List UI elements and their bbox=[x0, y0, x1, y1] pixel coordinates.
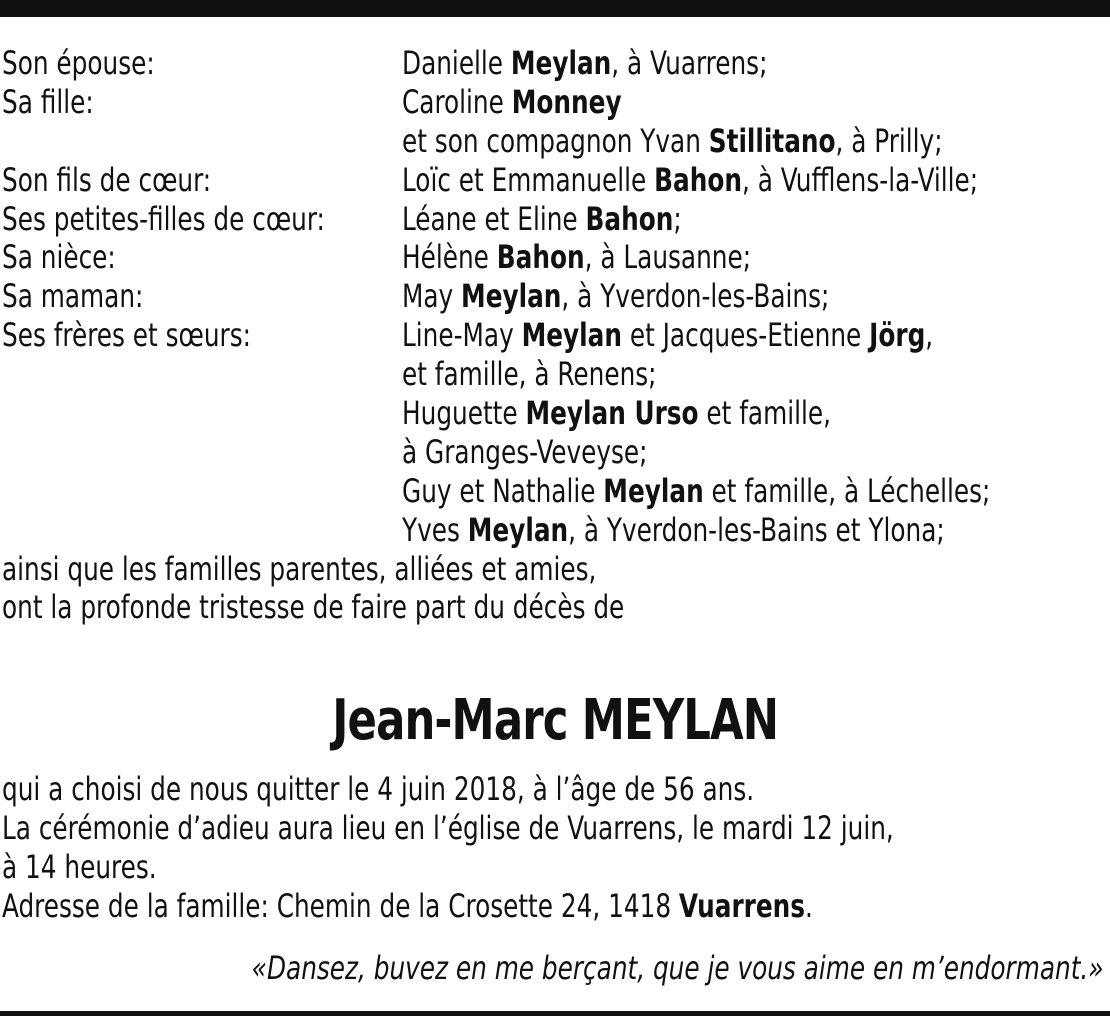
family-list bbox=[0, 44, 1110, 627]
text-segment: Huguette bbox=[402, 394, 526, 433]
surname: Bahon bbox=[496, 238, 585, 277]
surname: Meylan bbox=[461, 277, 562, 316]
relative-names bbox=[402, 83, 622, 122]
text-segment: , à Vufflens-la-Ville; bbox=[741, 160, 979, 199]
detail-line bbox=[0, 848, 1110, 887]
text-segment: , à Prilly; bbox=[835, 121, 943, 160]
text-segment: , à Yverdon-les-Bains et Ylona; bbox=[568, 510, 945, 549]
surname: Bahon bbox=[654, 160, 742, 199]
bottom-rule bbox=[0, 1011, 1110, 1016]
relative-names bbox=[402, 161, 978, 200]
text-segment: Loïc et Emmanuelle bbox=[402, 160, 655, 199]
deceased-name bbox=[0, 686, 1110, 756]
family-row bbox=[0, 83, 1110, 122]
detail-line bbox=[0, 887, 1110, 926]
text-segment: Line-May bbox=[402, 316, 522, 355]
family-row bbox=[0, 394, 1110, 433]
family-row bbox=[0, 161, 1110, 200]
text-segment: et Jacques-Etienne bbox=[621, 316, 870, 355]
text-segment: May bbox=[402, 277, 462, 316]
relative-names bbox=[402, 277, 829, 316]
detail-text bbox=[2, 887, 813, 926]
text-segment: et son compagnon Yvan bbox=[402, 121, 709, 160]
relative-names bbox=[402, 355, 657, 394]
surname: Meylan bbox=[521, 316, 622, 355]
top-rule bbox=[0, 0, 1110, 17]
relative-names bbox=[402, 316, 933, 355]
family-row bbox=[0, 44, 1110, 83]
intro-text: ont la profonde tristesse de faire part du décès de bbox=[2, 588, 625, 627]
surname: Meylan bbox=[603, 471, 704, 510]
family-row bbox=[0, 277, 1110, 316]
text-segment: ; bbox=[673, 199, 682, 238]
relative-names bbox=[402, 44, 767, 83]
text-segment: Guy et Nathalie bbox=[402, 471, 604, 510]
text-segment: Hélène bbox=[402, 238, 497, 277]
relative-names bbox=[402, 238, 751, 277]
detail-line bbox=[0, 770, 1110, 809]
relation-label: Sa nièce: bbox=[2, 238, 116, 277]
family-row bbox=[0, 511, 1110, 550]
text-segment: à Granges-Veveyse; bbox=[402, 432, 648, 471]
detail-text bbox=[2, 770, 754, 809]
motto-text: «Dansez, buvez en me berçant, que je vous aime en m’endormant.» bbox=[252, 949, 1104, 987]
surname: Stillitano bbox=[708, 121, 836, 160]
text-segment: et famille, bbox=[698, 394, 831, 433]
text-segment: à 14 heures. bbox=[2, 847, 157, 886]
family-row bbox=[0, 238, 1110, 277]
surname: Bahon bbox=[585, 199, 674, 238]
surname: Jörg bbox=[869, 316, 926, 355]
ceremony-details bbox=[0, 770, 1110, 926]
family-row bbox=[0, 316, 1110, 355]
relation-label: Son épouse: bbox=[2, 44, 155, 82]
text-segment: . bbox=[805, 886, 813, 925]
relative-names bbox=[402, 511, 945, 550]
deceased-name-text: Jean-Marc MEYLAN bbox=[332, 688, 778, 753]
relation-label: Sa maman: bbox=[2, 277, 144, 316]
detail-text bbox=[2, 848, 157, 887]
surname: Meylan bbox=[510, 44, 612, 82]
relative-names bbox=[402, 122, 943, 161]
text-segment: , à Lausanne; bbox=[584, 238, 752, 277]
surname: Meylan bbox=[467, 510, 569, 549]
text-segment: Léane et Eline bbox=[402, 199, 586, 238]
family-row bbox=[0, 355, 1110, 394]
family-row bbox=[0, 122, 1110, 161]
text-segment: et famille, à Renens; bbox=[402, 355, 657, 394]
text-segment: , à Vuarrens; bbox=[611, 44, 768, 82]
family-row bbox=[0, 472, 1110, 511]
text-segment: La cérémonie d’adieu aura lieu en l’église de Vuarrens, le mardi 12 juin, bbox=[2, 808, 894, 847]
relative-names bbox=[402, 472, 990, 511]
intro-line bbox=[0, 588, 1110, 627]
surname: Monney bbox=[511, 82, 622, 121]
text-segment: Caroline bbox=[402, 82, 512, 121]
surname: Meylan Urso bbox=[525, 394, 699, 433]
text-segment: et famille, à Léchelles; bbox=[703, 471, 991, 510]
family-row bbox=[0, 200, 1110, 239]
detail-text bbox=[2, 809, 894, 848]
relation-label: Sa fille: bbox=[2, 82, 94, 121]
text-segment: Danielle bbox=[402, 44, 511, 82]
relative-names bbox=[402, 200, 682, 239]
relative-names bbox=[402, 394, 831, 433]
relation-label: Ses frères et sœurs: bbox=[2, 316, 251, 355]
relative-names bbox=[402, 433, 647, 472]
motto bbox=[0, 948, 1104, 988]
relation-label: Ses petites-filles de cœur: bbox=[2, 199, 325, 238]
text-segment: , bbox=[925, 316, 934, 355]
family-row bbox=[0, 433, 1110, 472]
intro-line bbox=[0, 550, 1110, 589]
relation-label: Son fils de cœur: bbox=[2, 160, 212, 199]
text-segment: Adresse de la famille: Chemin de la Crosette 24, 1418 bbox=[2, 886, 679, 925]
text-segment: qui a choisi de nous quitter le 4 juin 2018, à l’âge de 56 ans. bbox=[2, 770, 755, 808]
surname: Vuarrens bbox=[678, 886, 806, 925]
intro-text: ainsi que les familles parentes, alliées et amies, bbox=[2, 549, 597, 588]
detail-line bbox=[0, 809, 1110, 848]
text-segment: Yves bbox=[402, 510, 468, 549]
text-segment: , à Yverdon-les-Bains; bbox=[561, 277, 830, 316]
